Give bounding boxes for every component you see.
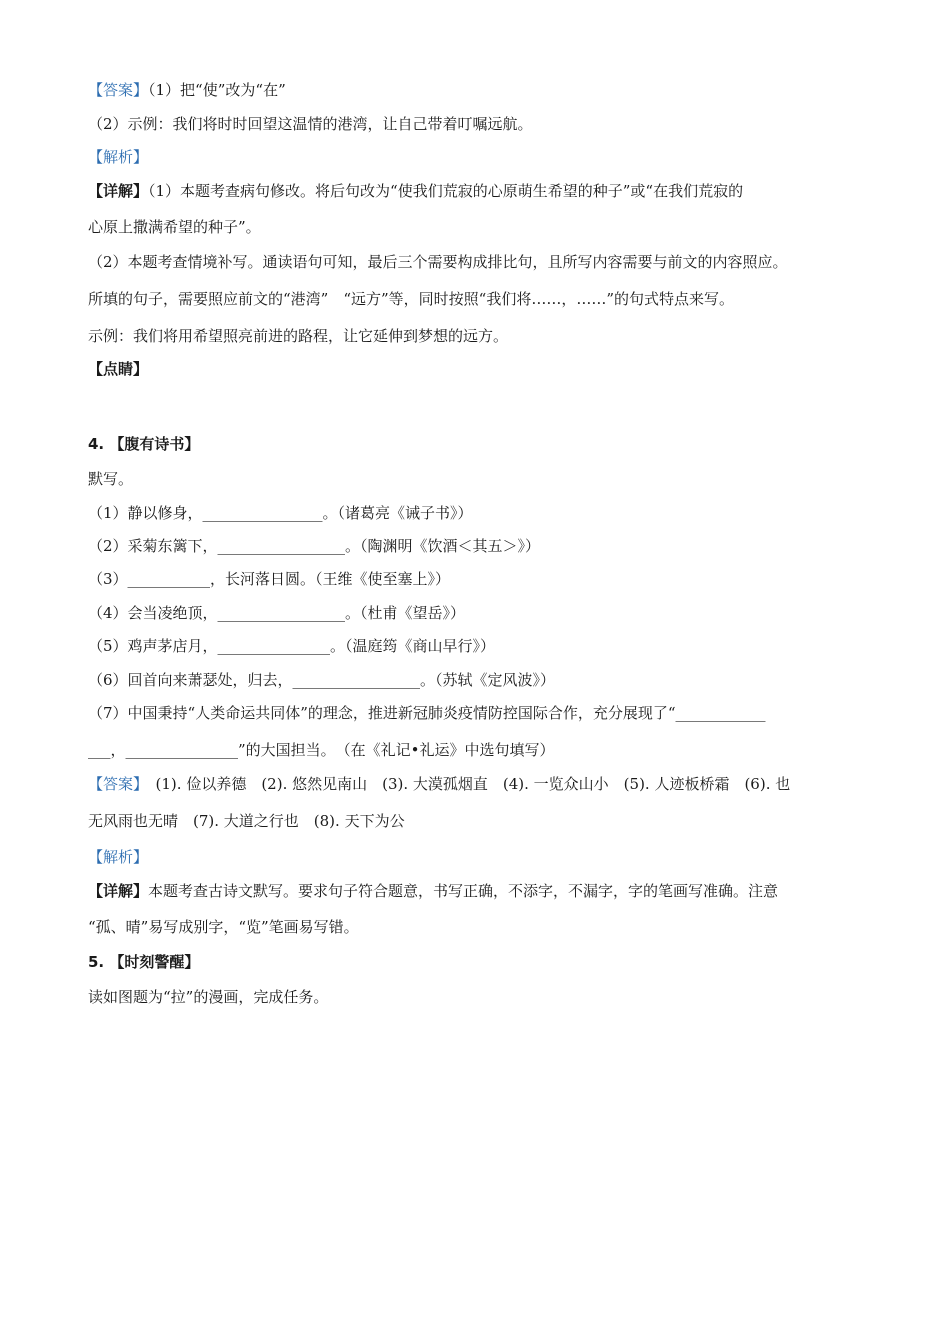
- fill-item-5: （5）鸡声茅店月，_______________。（温庭筠《商山早行》）: [88, 637, 496, 655]
- fill-item-3: （3）___________，长河落日圆。（王维《使至塞上》）: [88, 570, 451, 588]
- fill-item-6: （6）回首向来萧瑟处，归去，_________________。（苏轼《定风波》）: [88, 671, 556, 689]
- fill-item-1: （1）静以修身，________________。（诸葛亮《诫子书》）: [88, 504, 473, 522]
- answer-line-1: 【答案】（1）把“使”改为“在”: [88, 81, 286, 99]
- question-4-analysis-tag: 【解析】: [88, 848, 149, 866]
- detail-line-2: 心原上撒满希望的种子”。: [88, 218, 261, 236]
- question-4-answer-line-1: 【答案】 (1). 俭以养德 (2). 悠然见南山 (3). 大漠孤烟直 (4). 一览众山小 (5). 人迹板桥霜 (6). 也: [88, 775, 791, 793]
- detail-tag: 【详解】: [88, 182, 149, 200]
- question-4-detail-line-2: “孤、晴”易写成别字，“览”笔画易写错。: [88, 918, 359, 936]
- question-4-answer-line-2: 无风雨也无晴 (7). 大道之行也 (8). 天下为公: [88, 812, 405, 830]
- detail-line-1: 【详解】（1）本题考查病句修改。将后句改为“使我们荒寂的心原萌生希望的种子”或“在我们荒寂的: [88, 182, 744, 200]
- detail-line-5: 示例：我们将用希望照亮前进的路程，让它延伸到梦想的远方。: [88, 327, 509, 345]
- question-4-detail-line-1: 【详解】本题考查古诗文默写。要求句子符合题意，书写正确，不添字，不漏字，字的笔画写准确。注意: [88, 882, 779, 900]
- question-4-title: 4. 【腹有诗书】: [88, 435, 200, 453]
- fill-item-7-line-1: （7）中国秉持“人类命运共同体”的理念，推进新冠肺炎疫情防控国际合作，充分展现了“____________: [88, 704, 766, 722]
- analysis-tag: 【解析】: [88, 148, 149, 166]
- answer-line-2: （2）示例：我们将时时回望这温情的港湾，让自己带着叮嘱远航。: [88, 115, 533, 133]
- question-4-intro: 默写。: [88, 470, 134, 488]
- detail-tag: 【详解】: [88, 882, 149, 900]
- pointer-tag: 【点睛】: [88, 360, 149, 378]
- answer-tag: 【答案】: [88, 775, 141, 793]
- detail-line-3: （2）本题考查情境补写。通读语句可知，最后三个需要构成排比句，且所写内容需要与前文的内容照应。: [88, 253, 788, 271]
- fill-item-2: （2）采菊东篱下，_________________。（陶渊明《饮酒＜其五＞》）: [88, 537, 541, 555]
- question-5-intro: 读如图题为“拉”的漫画，完成任务。: [88, 988, 329, 1006]
- fill-item-7-line-2: ___，_______________”的大国担当。 （在《礼记•礼运》中选句填写）: [88, 741, 555, 759]
- detail-line-4: 所填的句子，需要照应前文的“港湾” “远方”等，同时按照“我们将……，……”的句式特点来写。: [88, 290, 735, 308]
- question-5-title: 5. 【时刻警醒】: [88, 953, 200, 971]
- fill-item-4: （4）会当凌绝顶，_________________。（杜甫《望岳》）: [88, 604, 466, 622]
- answer-tag: 【答案】: [88, 81, 149, 99]
